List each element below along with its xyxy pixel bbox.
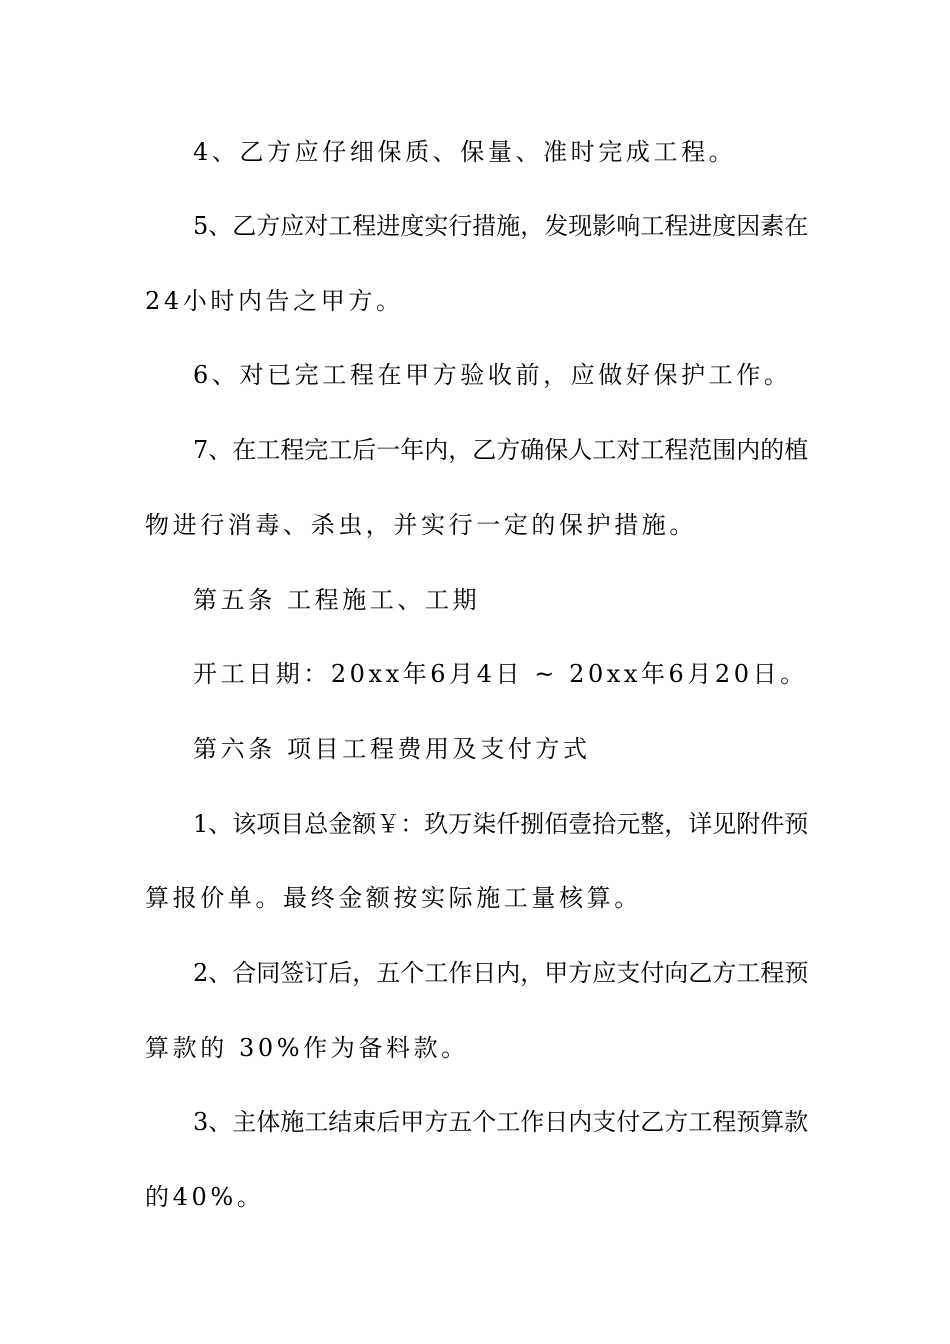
start-date-line: 开工日期：20xx年6月4日 ~ 20xx年6月20日。 bbox=[193, 660, 808, 688]
payment-item-1-continued: 算报价单。最终金额按实际施工量核算。 bbox=[145, 884, 642, 912]
paragraph-item-6: 6、对已完工程在甲方验收前，应做好保护工作。 bbox=[193, 361, 792, 389]
payment-item-2-continued: 算款的 30%作为备料款。 bbox=[145, 1034, 469, 1062]
paragraph-item-5-continued: 24小时内告之甲方。 bbox=[145, 287, 404, 315]
paragraph-item-5: 5、乙方应对工程进度实行措施，发现影响工程进度因素在 bbox=[193, 212, 809, 240]
paragraph-item-4: 4、乙方应仔细保质、保量、准时完成工程。 bbox=[193, 138, 737, 166]
paragraph-item-7-continued: 物进行消毒、杀虫，并实行一定的保护措施。 bbox=[145, 511, 697, 539]
section-heading-article-5: 第五条 工程施工、工期 bbox=[193, 586, 481, 614]
paragraph-item-7: 7、在工程完工后一年内，乙方确保人工对工程范围内的植 bbox=[193, 436, 809, 464]
section-heading-article-6: 第六条 项目工程费用及支付方式 bbox=[193, 735, 591, 763]
payment-item-2: 2、合同签订后，五个工作日内，甲方应支付向乙方工程预 bbox=[193, 959, 809, 987]
payment-item-1: 1、该项目总金额￥：玖万柒仟捌佰壹拾元整，详见附件预 bbox=[193, 810, 809, 838]
payment-item-3: 3、主体施工结束后甲方五个工作日内支付乙方工程预算款 bbox=[193, 1108, 809, 1136]
payment-item-3-continued: 的40%。 bbox=[145, 1183, 265, 1211]
